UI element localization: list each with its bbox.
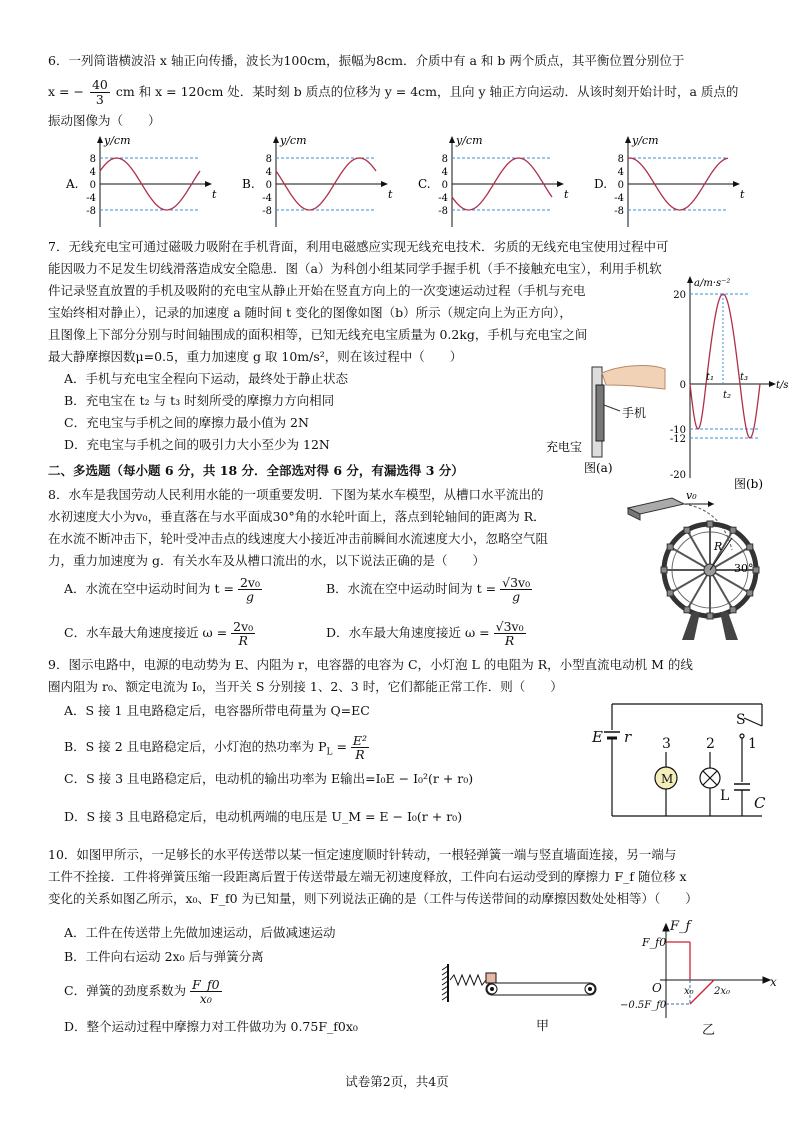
q7-line6: 最大静摩擦因数μ=0.5，重力加速度 g 取 10m/s²，则在该过程中（ ） — [48, 349, 463, 364]
q6-x-label: t — [212, 188, 217, 201]
q9-b-den: R — [355, 747, 365, 762]
q6-tick-label: 4 — [89, 167, 96, 178]
q6-y-arrow — [97, 136, 103, 143]
q6-tick-label: 0 — [441, 180, 448, 191]
workpiece — [486, 973, 496, 983]
circuit-c-label: C — [754, 794, 766, 812]
wheel-paddle — [747, 590, 753, 596]
v0-label: v₀ — [686, 490, 697, 502]
q7b-x-arrow — [769, 381, 776, 387]
q9-option-a[interactable]: A．S 接 1 且电路稳定后，电容器所带电荷量为 Q=EC — [64, 703, 370, 718]
q6-line1: 6．一列简谐横波沿 x 轴正向传播，波长为100cm，振幅为8cm．介质中有 a 和 b 两个质点，其平衡位置分别位于 — [48, 53, 685, 68]
q6-option-label: B. — [242, 177, 255, 191]
q10-option-a[interactable]: A．工件在传送带上先做加速运动，后做减速运动 — [64, 925, 336, 940]
wheel-paddle — [684, 527, 690, 533]
q8-d-num: √3v₀ — [495, 619, 524, 634]
q6-line2-rest: cm 和 x = 120cm 处．某时刻 b 质点的位移为 y = 4cm，且向 y 轴正方向运动．从该时刻开始计时，a 质点的 — [115, 84, 739, 99]
q7-line2: 能因吸力不足发生切线滑落造成安全隐患．图（a）为科创小组某同学手握手机（手不接触充电宝），利用手机软 — [48, 261, 662, 276]
q7b-y-arrow — [687, 276, 693, 283]
wheel-paddle — [753, 567, 759, 573]
q8-line3: 在水流不断冲击下，轮叶受冲击点的线速度大小接近冲击前瞬间水流速度大小，忽略空气阻 — [48, 531, 549, 546]
q7-fig-a-svg — [540, 355, 670, 475]
q6-tick-label: 0 — [265, 180, 272, 191]
q8-d-den: R — [504, 633, 515, 648]
q6-tick-label: 8 — [617, 154, 624, 165]
q7-option-c[interactable]: C．充电宝与手机之间的摩擦力最小值为 2N — [64, 415, 309, 430]
q7b-y-label: a/m·s⁻² — [694, 278, 731, 289]
q6-tick-label: 8 — [89, 154, 96, 165]
circuit-s-label: S — [736, 712, 746, 728]
q7b-tick-label: -20 — [669, 470, 686, 481]
q7b-t3-label: t₃ — [740, 372, 749, 383]
q7b-acceleration-curve — [690, 294, 760, 438]
q6-tick-label: 4 — [265, 167, 272, 178]
circuit-3-label: 3 — [662, 736, 671, 752]
wheel-paddle — [747, 544, 753, 550]
v0-arrowhead — [708, 501, 714, 507]
q6-x-label: t — [388, 188, 393, 201]
q8-waterwheel-fig — [622, 490, 772, 640]
q9-b-text: B．S 接 2 且电路稳定后，小灯泡的热功率为 P — [64, 739, 327, 754]
q7-fig-a — [540, 355, 670, 475]
q6-line3: 振动图像为（ ） — [48, 113, 161, 128]
q10-option-c[interactable] — [64, 978, 222, 1005]
page-footer: 试卷第2页，共4页 — [345, 1074, 449, 1089]
q9-line2: 圈内阻为 r₀、额定电流为 I₀，当开关 S 分别接 1、2、3 时，它们都能正常工作．则（ ） — [48, 679, 563, 694]
q6-graphs — [60, 132, 780, 232]
q8-c-text: C．水车最大角速度接近 ω = — [64, 625, 228, 640]
q10-option-b[interactable]: B．工件向右运动 2x₀ 后与弹簧分离 — [64, 949, 264, 964]
q8-option-a[interactable] — [64, 576, 262, 603]
q7-line3: 件记录竖直放置的手机及吸附的充电宝从静止开始在竖直方向上的一次变速运动过程（手机与充电 — [48, 283, 586, 298]
q7b-tick-label: -12 — [669, 434, 686, 445]
q6-tick-label: -8 — [614, 206, 624, 217]
q9-option-d[interactable]: D．S 接 3 且电路稳定后，电动机两端的电压是 U_M = E − I₀(r + r₀) — [64, 809, 463, 824]
q8-b-den: g — [512, 589, 521, 604]
q6-option-label: A. — [66, 177, 79, 191]
yi-origin-label: O — [652, 981, 662, 995]
q7-line4: 宝始终相对静止），记录的加速度 a 随时间 t 变化的图像如图（b）所示（规定向上为正方向）， — [48, 305, 572, 320]
q8-b-text: B．水流在空中运动时间为 t = — [326, 581, 497, 596]
q10-c-text: C．弹簧的劲度系数为 — [64, 983, 187, 998]
q7b-x-label: t/s — [776, 380, 789, 391]
q8-b-num: √3v₀ — [502, 575, 531, 590]
q6-tick-label: 8 — [441, 154, 448, 165]
q7-line1: 7．无线充电宝可通过磁吸力吸附在手机背面，利用电磁感应实现无线充电技术．劣质的无线充电宝使用过程中可 — [48, 239, 669, 254]
q6-x-arrow — [205, 181, 212, 187]
q10-fig-yi-svg — [620, 918, 780, 1038]
q10-fig-yi — [620, 918, 780, 1038]
q8-c-frac — [231, 620, 255, 647]
q9-b-eq: = — [332, 739, 351, 754]
q10-option-d[interactable]: D．整个运动过程中摩擦力对工件做功为 0.75F_f0x₀ — [64, 1019, 358, 1034]
circuit-m-label: M — [661, 772, 674, 786]
wheel-paddle — [667, 590, 673, 596]
q8-line2: 水初速度大小为v₀，垂直落在与水平面成30°角的水轮叶面上，落点到轮轴间的距离为 R． — [48, 509, 546, 524]
q9-option-c[interactable]: C．S 接 3 且电路稳定后，电动机的输出功率为 E输出=I₀E − I₀²(r + r₀) — [64, 771, 474, 786]
q10-c-frac — [190, 978, 222, 1005]
q8-d-text: D．水车最大角速度接近 ω = — [326, 625, 490, 640]
q10-fig-jia — [440, 960, 610, 1036]
circuit-r-label: r — [624, 728, 632, 746]
q8-d-frac — [494, 620, 526, 647]
q6-tick-label: -8 — [262, 206, 272, 217]
angle-label: 30° — [734, 562, 754, 575]
yi-x0-label: x₀ — [684, 986, 694, 997]
q8-c-num: 2v₀ — [233, 619, 254, 634]
charger-label: 充电宝 — [546, 440, 583, 454]
yi-y-arrow — [663, 924, 669, 931]
yi-2x0-label: 2x₀ — [714, 986, 731, 997]
trough-top — [628, 498, 684, 514]
q8-a-num: 2v₀ — [239, 575, 260, 590]
r-label: R — [714, 540, 723, 553]
q8-a-frac — [238, 576, 262, 603]
q6-tick-label: -8 — [438, 206, 448, 217]
fig-a-caption: 图(a) — [584, 461, 613, 475]
q7b-t1-label: t₁ — [706, 372, 715, 383]
q10-line3: 变化的关系如图乙所示，x₀、F_f0 为已知量，则下列说法正确的是（工件与传送带间的动摩擦因数处处相等）（ ） — [48, 891, 698, 906]
switch-blade — [744, 718, 762, 726]
q6-tick-label: 8 — [265, 154, 272, 165]
q6-tick-label: -4 — [262, 193, 272, 204]
q6-frac-num: 40 — [91, 77, 108, 92]
q6-fraction — [90, 78, 110, 107]
q6-x-arrow — [557, 181, 564, 187]
q9-line1: 9．图示电路中，电源的电动势为 E、内阻为 r，电容器的电容为 C，小灯泡 L 的电阻为 R，小型直流电动机 M 的线 — [48, 657, 693, 672]
support-right — [720, 612, 738, 640]
q9-circuit — [588, 696, 778, 824]
q7b-tick-label: 20 — [673, 290, 686, 301]
q8-waterwheel-svg — [622, 490, 772, 640]
q7-fig-b-svg — [660, 270, 790, 492]
wheel-paddle — [730, 607, 736, 613]
q6-y-label: y/cm — [104, 134, 131, 147]
q10-fig-jia-svg — [440, 960, 610, 1036]
section-2-title: 二、多选题（每小题 6 分，共 18 分．全部选对得 6 分，有漏选得 3 分） — [48, 463, 464, 478]
wheel-paddle — [667, 544, 673, 550]
phone-pointer — [604, 405, 620, 411]
q6-tick-label: -8 — [86, 206, 96, 217]
circuit-l-label: L — [720, 788, 730, 804]
q6-tick-label: 0 — [617, 180, 624, 191]
q6-x-arrow — [381, 181, 388, 187]
q7b-tick-label: 0 — [679, 380, 686, 391]
q8-option-c[interactable] — [64, 620, 255, 647]
q6-x-label: t — [564, 188, 569, 201]
q6-y-arrow — [449, 136, 455, 143]
q9-b-sub: L — [326, 747, 333, 758]
q7b-tick-label: -10 — [669, 425, 686, 436]
q6-line2 — [48, 78, 738, 107]
q6-graphs-svg — [60, 132, 780, 232]
q6-tick-label: -4 — [614, 193, 624, 204]
pulley-left-axle — [491, 988, 494, 991]
conveyor-belt — [486, 983, 596, 995]
wheel-paddle — [707, 521, 713, 527]
q8-option-d[interactable] — [326, 620, 526, 647]
q6-tick-label: -4 — [438, 193, 448, 204]
q8-option-b[interactable] — [326, 576, 532, 603]
fig-jia-caption: 甲 — [536, 1019, 550, 1034]
q8-b-frac — [500, 576, 532, 603]
wheel-paddle — [730, 527, 736, 533]
q10-line2: 工件不拴接．工件将弹簧压缩一段距离后置于传送带最左端无初速度释放，工件向右运动受到的摩擦力 F_f 随位移 x — [48, 869, 687, 884]
q9-b-frac — [351, 734, 369, 761]
q6-frac-den: 3 — [95, 92, 104, 107]
q8-a-den: g — [245, 589, 254, 604]
yi-neg-label: −0.5F_f0 — [620, 1000, 667, 1011]
q6-tick-label: 0 — [89, 180, 96, 191]
yi-x-arrow — [763, 977, 770, 983]
hand-shape — [602, 366, 665, 389]
q7-fig-b — [660, 270, 790, 492]
q9-b-num: E² — [352, 733, 368, 748]
pulley-right-axle — [589, 988, 592, 991]
q8-a-text: A．水流在空中运动时间为 t = — [64, 581, 234, 596]
fig-yi-caption: 乙 — [702, 1023, 716, 1038]
yi-ff0-label: F_f0 — [642, 936, 667, 949]
q6-y-arrow — [273, 136, 279, 143]
yi-ff-label: F_f — [670, 919, 691, 934]
q7b-t2-label: t₂ — [723, 390, 732, 401]
q6-y-arrow — [625, 136, 631, 143]
spring — [450, 975, 486, 985]
wheel-paddle — [684, 607, 690, 613]
q7-line5: 且图像上下部分分别与时间轴围成的面积相等，已知无线充电宝质量为 0.2kg，手机与充电宝之间 — [48, 327, 588, 342]
switch-contact-1 — [740, 734, 744, 738]
q10-c-den: x₀ — [199, 991, 212, 1006]
q7-option-d[interactable]: D．充电宝与手机之间的吸引力大小至少为 12N — [64, 437, 330, 452]
q7-option-b[interactable]: B．充电宝在 t₂ 与 t₃ 时刻所受的摩擦力方向相同 — [64, 393, 335, 408]
q6-x-label: t — [740, 188, 745, 201]
q6-y-label: y/cm — [632, 134, 659, 147]
q9-option-b[interactable] — [64, 734, 369, 762]
wheel-paddle — [661, 567, 667, 573]
q10-line1: 10．如图甲所示，一足够长的水平传送带以某一恒定速度顺时针转动，一根轻弹簧一端与竖直墙面连接，另一端与 — [48, 847, 677, 862]
wheel-paddle — [707, 613, 713, 619]
q8-line4: 力，重力加速度为 g．有关水车及从槽口流出的水，以下说法正确的是（ ） — [48, 553, 485, 568]
q6-tick-label: 4 — [441, 167, 448, 178]
q7-option-a[interactable]: A．手机与充电宝全程向下运动，最终处于静止状态 — [64, 371, 349, 386]
q6-tick-label: 4 — [617, 167, 624, 178]
q6-x-arrow — [733, 181, 740, 187]
q10-c-num: F_f0 — [192, 977, 220, 992]
q6-option-label: D. — [594, 177, 608, 191]
q6-tick-label: -4 — [86, 193, 96, 204]
q6-option-label: C. — [418, 177, 431, 191]
circuit-1-label: 1 — [748, 736, 757, 752]
q9-circuit-svg — [588, 696, 778, 824]
charger-shape — [596, 385, 604, 441]
q6-y-label: y/cm — [456, 134, 483, 147]
circuit-2-label: 2 — [706, 736, 715, 752]
q6-y-label: y/cm — [280, 134, 307, 147]
circuit-e-label: E — [592, 728, 603, 746]
phone-label: 手机 — [622, 406, 647, 420]
q8-line1: 8．水车是我国劳动人民利用水能的一项重要发明．下图为某水车模型，从槽口水平流出的 — [48, 487, 544, 502]
support-left — [682, 612, 700, 640]
q7b-caption: 图(b) — [734, 477, 764, 491]
yi-x-label: x — [770, 975, 777, 989]
q8-c-den: R — [238, 633, 248, 648]
q6-line2-start: x = − — [48, 84, 84, 99]
